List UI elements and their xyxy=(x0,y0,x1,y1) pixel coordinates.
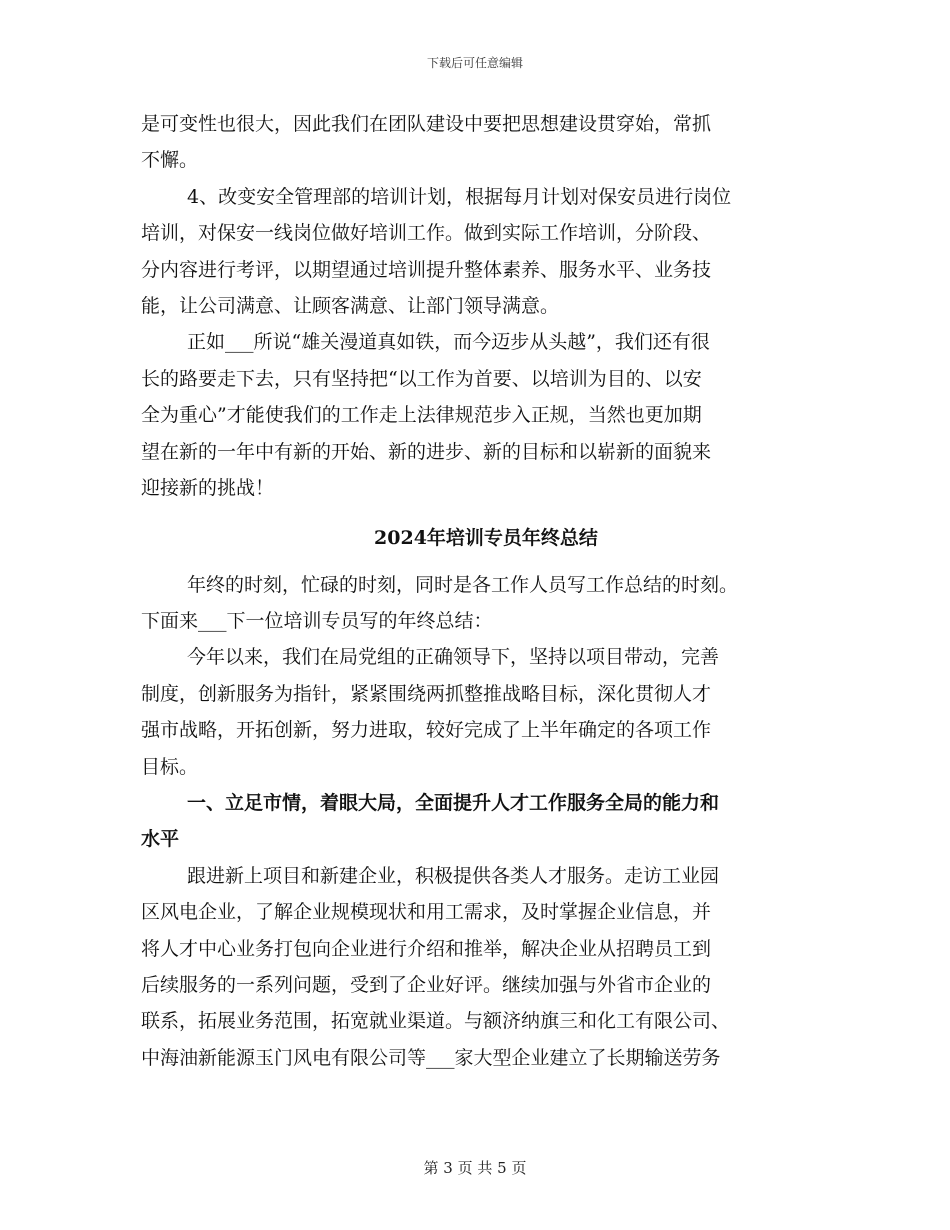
text-line: 强市战略，开拓创新，努力进取，较好完成了上半年确定的各项工作 xyxy=(141,719,712,742)
text-line: 跟进新上项目和新建企业，积极提供各类人才服务。走访工业园 xyxy=(187,864,720,887)
page-footer: 第 3 页 共 5 页 xyxy=(423,1159,527,1177)
paragraph-intro xyxy=(141,567,831,640)
text-line: 今年以来，我们在局党组的正确领导下，坚持以项目带动，完善 xyxy=(187,646,720,669)
text-line: 制度，创新服务为指针，紧紧围绕两抓整推战略目标，深化贯彻人才 xyxy=(141,682,712,705)
text-line: 后续服务的一系列问题，受到了企业好评。继续加强与外省市企业的 xyxy=(141,973,712,996)
paragraph-services xyxy=(141,858,831,1076)
text-line: 联系，拓展业务范围，拓宽就业渠道。与额济纳旗三和化工有限公司、 xyxy=(141,1010,731,1033)
text-line: 不懈。 xyxy=(141,149,199,172)
text-line: 一、立足市情，着眼大局，全面提升人才工作服务全局的能力和 xyxy=(187,792,720,815)
paragraph-closing xyxy=(141,324,831,506)
paragraph-overview xyxy=(141,639,831,785)
text-line: 4、改变安全管理部的培训计划，根据每月计划对保安员进行岗位 xyxy=(187,185,732,208)
text-line: 培训，对保安一线岗位做好培训工作。做到实际工作培训，分阶段、 xyxy=(141,222,712,245)
text-line: 区风电企业，了解企业规模现状和用工需求，及时掌握企业信息，并 xyxy=(141,901,712,924)
section-heading xyxy=(141,785,831,858)
paragraph-training-plan xyxy=(141,179,831,325)
text-line: 能，让公司满意、让顾客满意、让部门领导满意。 xyxy=(141,294,560,317)
paragraph-continuation xyxy=(141,106,831,179)
text-line: 目标。 xyxy=(141,755,199,778)
text-line: 下面来___下一位培训专员写的年终总结： xyxy=(141,610,493,633)
document-body xyxy=(141,106,831,1076)
text-line: 长的路要走下去，只有坚持把“以工作为首要、以培训为目的、以安 xyxy=(141,367,702,390)
text-line: 水平 xyxy=(141,828,180,851)
text-line: 正如___所说“雄关漫道真如铁，而今迈步从头越”，我们还有很 xyxy=(187,331,710,354)
text-line: 是可变性也很大，因此我们在团队建设中要把思想建设贯穿始，常抓 xyxy=(141,113,712,135)
text-line: 全为重心”才能使我们的工作走上法律规范步入正规，当然也更加期 xyxy=(141,404,702,427)
text-line: 迎接新的挑战！ xyxy=(141,476,275,499)
text-line: 中海油新能源玉门风电有限公司等___家大型企业建立了长期输送劳务 xyxy=(141,1046,721,1069)
text-line: 分内容进行考评，以期望通过培训提升整体素养、服务水平、业务技 xyxy=(141,258,712,281)
text-line: 将人才中心业务打包向企业进行介绍和推举，解决企业从招聘员工到 xyxy=(141,937,712,960)
text-line: 年终的时刻，忙碌的时刻，同时是各工作人员写工作总结的时刻。 xyxy=(187,573,739,596)
document-title: 2024年培训专员年终总结 xyxy=(374,527,598,550)
text-line: 望在新的一年中有新的开始、新的进步、新的目标和以崭新的面貌来 xyxy=(141,440,712,463)
page-header: 下载后可任意编辑 xyxy=(426,56,523,70)
